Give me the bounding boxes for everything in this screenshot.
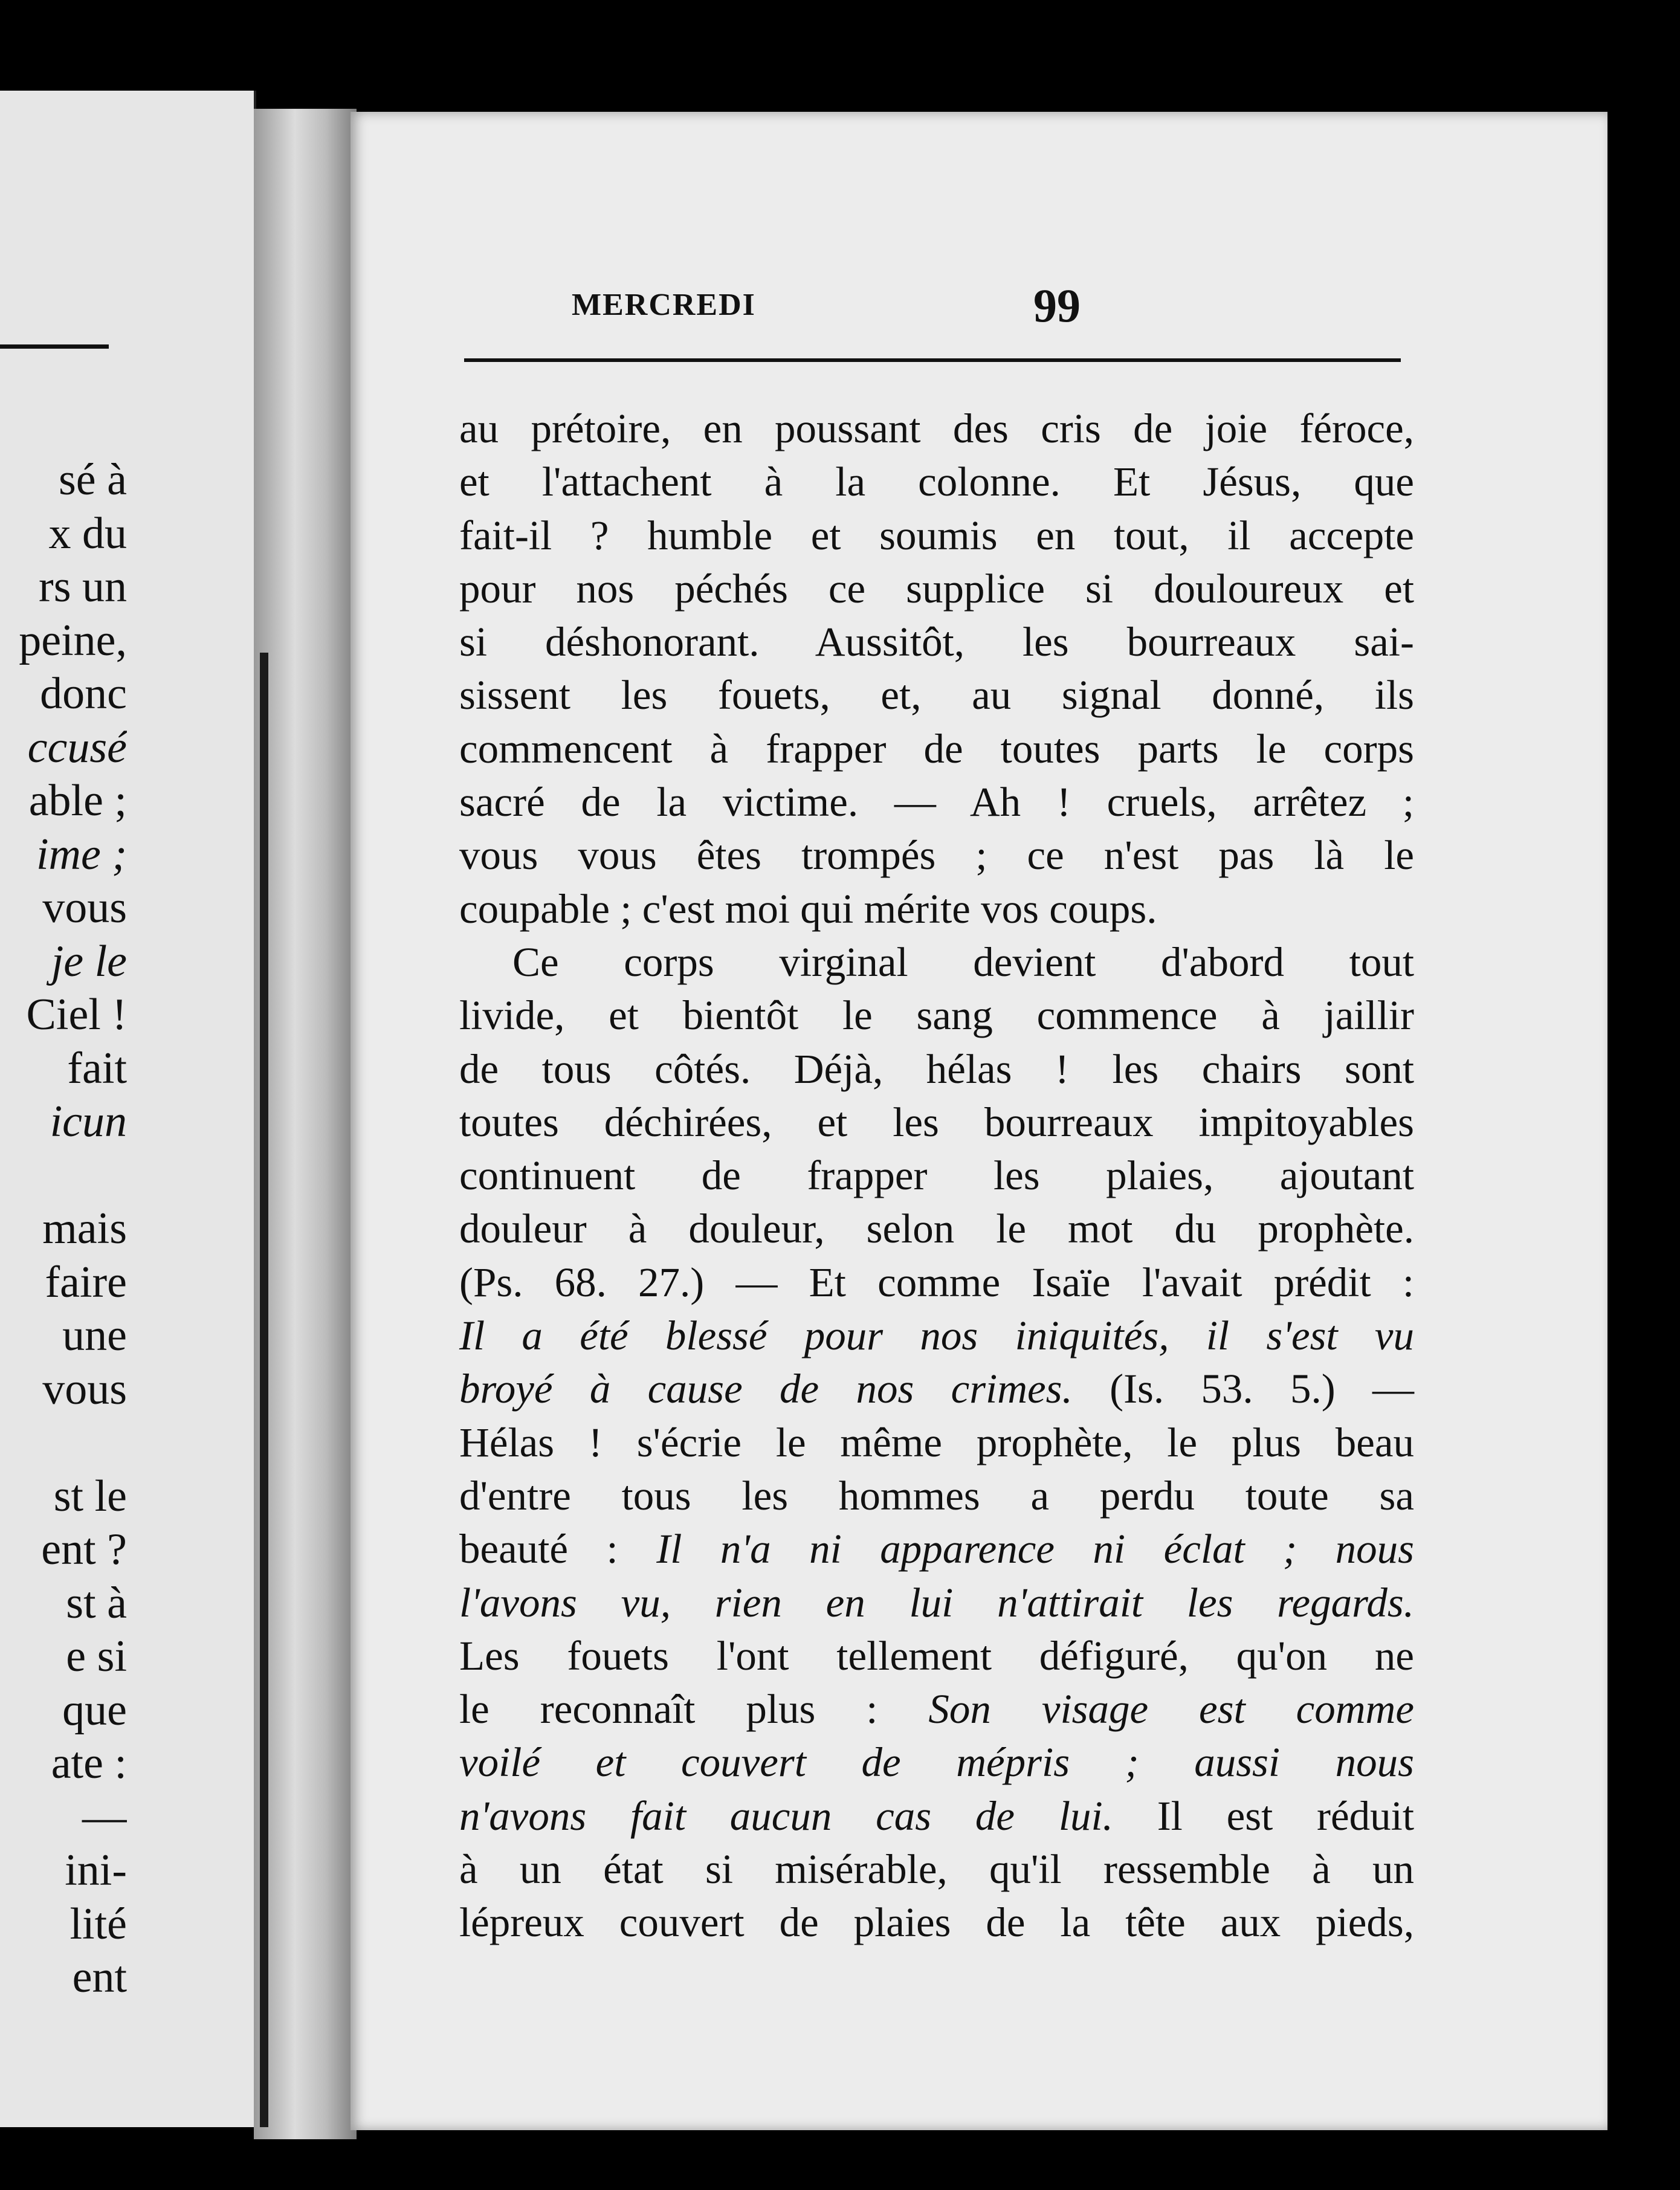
facing-page-line: able ; [28, 776, 127, 825]
text-segment: sacré de la victime. — Ah ! cruels, arrêtez ; [459, 779, 1414, 825]
text-segment: d'entre tous les hommes a perdu toute sa [459, 1472, 1414, 1519]
text-segment: (Ps. 68. 27.) — Et comme Isaïe l'avait prédit : [459, 1259, 1414, 1305]
text-line [459, 1362, 1414, 1415]
facing-page-line [0, 1416, 127, 1470]
text-line [459, 1149, 1414, 1202]
text-line [459, 1576, 1414, 1629]
text-segment: fait-il ? humble et soumis en tout, il accepte [459, 512, 1414, 558]
text-line [459, 1096, 1414, 1149]
text-line [459, 455, 1414, 508]
text-line [459, 1789, 1414, 1843]
text-segment: commencent à frapper de toutes parts le corps [459, 725, 1414, 772]
text-line [459, 882, 1414, 935]
text-line [459, 615, 1414, 668]
text-line [459, 402, 1414, 455]
facing-page-line: ini- [65, 1846, 127, 1895]
text-segment: (Is. 53. 5.) — [1072, 1366, 1414, 1412]
facing-page-line: x du [48, 508, 127, 558]
text-segment: douleur à douleur, selon le mot du prophète. [459, 1206, 1414, 1252]
text-line [459, 989, 1414, 1042]
text-segment: livide, et bientôt le sang commence à jaillir [459, 992, 1414, 1039]
text-segment: à un état si misérable, qu'il ressemble à un [459, 1846, 1414, 1893]
book-gutter [254, 109, 357, 2139]
italic-text: Il a été blessé pour nos iniquités, il s'est vu [459, 1313, 1414, 1359]
text-segment: Hélas ! s'écrie le même prophète, le plus beau [459, 1419, 1414, 1465]
facing-page-text [0, 453, 127, 2004]
gutter-shadow [260, 653, 268, 2127]
text-line [459, 1522, 1414, 1575]
page-header [458, 279, 1607, 347]
facing-page-line: que [62, 1685, 127, 1735]
text-segment: Les fouets l'ont tellement défiguré, qu'on ne [459, 1632, 1414, 1679]
facing-page-line: fait [67, 1043, 127, 1093]
text-segment: au prétoire, en poussant des cris de joie féroce, [459, 405, 1414, 451]
text-segment: coupable ; c'est moi qui mérite vos coups. [459, 885, 1157, 932]
text-line [459, 1416, 1414, 1469]
text-line [459, 775, 1414, 829]
text-line [459, 562, 1414, 615]
text-line [459, 1736, 1414, 1789]
text-segment: vous vous êtes trompés ; ce n'est pas là le [459, 832, 1414, 879]
facing-page-line: vous [42, 1364, 127, 1414]
facing-page-line [0, 1149, 127, 1203]
text-segment: beauté : [459, 1526, 657, 1572]
text-segment: Il est réduit [1113, 1792, 1414, 1839]
text-segment: toutes déchirées, et les bourreaux impitoyables [459, 1099, 1414, 1145]
italic-text: broyé à cause de nos crimes. [459, 1366, 1073, 1412]
text-segment: le reconnaît plus : [459, 1686, 929, 1733]
facing-page-line: ate : [51, 1739, 127, 1788]
running-head: MERCREDI [572, 288, 756, 322]
text-segment: si déshonorant. Aussitôt, les bourreaux sai- [459, 619, 1414, 665]
text-line [459, 1843, 1414, 1896]
text-line [459, 829, 1414, 882]
text-segment: Ce corps virginal devient d'abord tout [512, 938, 1414, 985]
text-line [459, 935, 1414, 989]
facing-page-line: ent ? [41, 1525, 127, 1574]
text-segment: sissent les fouets, et, au signal donné, ils [459, 672, 1414, 719]
text-line [459, 1629, 1414, 1682]
text-segment: continuent de frapper les plaies, ajoutant [459, 1152, 1414, 1199]
text-line [459, 1256, 1414, 1309]
italic-text: Son visage est comme [928, 1686, 1414, 1733]
facing-page-line: faire [45, 1257, 127, 1307]
text-line [459, 1202, 1414, 1255]
facing-page-line: ent [72, 1953, 127, 2002]
facing-page-line: ccusé [27, 722, 127, 772]
body-text [459, 402, 1414, 1949]
facing-page [0, 91, 256, 2127]
facing-page-line: ime ; [36, 829, 127, 879]
facing-page-line: peine, [19, 615, 127, 665]
facing-page-line: st le [53, 1471, 127, 1521]
facing-page-line: donc [40, 669, 127, 719]
facing-page-line: je le [51, 936, 127, 986]
text-line [459, 1469, 1414, 1522]
page-number: 99 [1033, 279, 1081, 332]
text-line [459, 1896, 1414, 1949]
facing-page-line: une [62, 1311, 127, 1360]
text-segment: de tous côtés. Déjà, hélas ! les chairs sont [459, 1045, 1414, 1092]
text-segment: pour nos péchés ce supplice si douloureux et [459, 565, 1414, 612]
facing-page-line: rs un [39, 562, 127, 612]
text-line [459, 1309, 1414, 1362]
italic-text: l'avons vu, rien en lui n'attirait les regards. [459, 1579, 1414, 1626]
facing-page-line: vous [42, 883, 127, 932]
facing-page-line: mais [42, 1204, 127, 1253]
header-rule [464, 358, 1401, 362]
text-line [459, 722, 1414, 775]
facing-page-line: e si [66, 1632, 127, 1681]
text-line [459, 1682, 1414, 1736]
facing-page-line: lité [69, 1899, 127, 1949]
facing-page-line: st à [66, 1578, 127, 1628]
book-page [351, 112, 1607, 2130]
facing-page-line: Ciel ! [26, 990, 127, 1039]
facing-page-rule [0, 344, 109, 349]
italic-text: Il n'a ni apparence ni éclat ; nous [656, 1526, 1415, 1572]
italic-text: voilé et couvert de mépris ; aussi nous [459, 1739, 1414, 1786]
text-segment: lépreux couvert de plaies de la tête aux pieds, [459, 1899, 1414, 1946]
text-line [459, 1042, 1414, 1096]
text-line [459, 668, 1414, 722]
italic-text: n'avons fait aucun cas de lui. [459, 1792, 1113, 1839]
text-line [459, 509, 1414, 562]
facing-page-line: — [82, 1792, 127, 1842]
facing-page-line: sé à [59, 455, 127, 505]
text-segment: et l'attachent à la colonne. Et Jésus, que [459, 459, 1414, 505]
facing-page-line: icun [50, 1097, 127, 1146]
